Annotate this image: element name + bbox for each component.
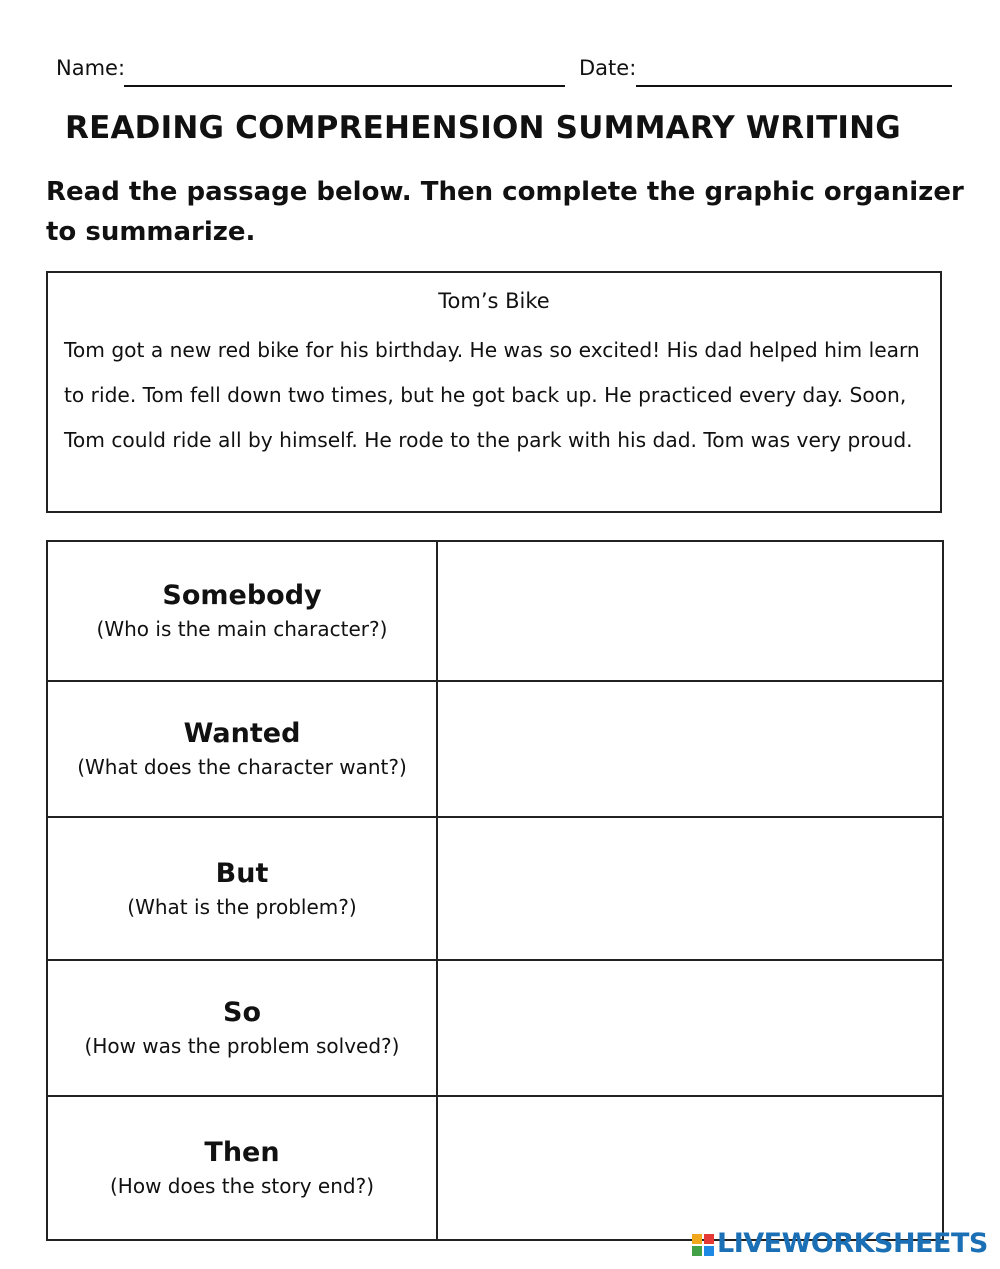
label-cell bbox=[47, 1096, 437, 1240]
category-label: Then bbox=[204, 1137, 280, 1168]
page-title: READING COMPREHENSION SUMMARY WRITING bbox=[65, 110, 901, 146]
category-question: (How does the story end?) bbox=[110, 1174, 374, 1198]
answer-cell-somebody[interactable] bbox=[437, 541, 943, 681]
organizer-row-wanted bbox=[47, 681, 943, 817]
category-label: Somebody bbox=[162, 580, 322, 611]
category-question: (What is the problem?) bbox=[127, 894, 357, 919]
answer-cell-so[interactable] bbox=[437, 960, 943, 1096]
answer-cell-but[interactable] bbox=[437, 817, 943, 960]
date-line[interactable] bbox=[636, 85, 952, 87]
instructions: Read the passage below. Then complete the graphic organizer to summarize. bbox=[46, 177, 964, 247]
label-cell bbox=[47, 817, 437, 960]
date-label: Date: bbox=[579, 56, 637, 80]
organizer-row-then bbox=[47, 1096, 943, 1240]
category-question: (Who is the main character?) bbox=[96, 617, 388, 641]
answer-cell-then[interactable] bbox=[437, 1096, 943, 1240]
organizer-row-so bbox=[47, 960, 943, 1096]
watermark-text: LIVEWORKSHEETS bbox=[717, 1228, 988, 1259]
organizer-row-but bbox=[47, 817, 943, 960]
organizer-row-somebody bbox=[47, 541, 943, 681]
category-label: Wanted bbox=[183, 718, 301, 749]
label-cell bbox=[47, 681, 437, 817]
label-cell bbox=[47, 541, 437, 681]
category-label: So bbox=[223, 997, 261, 1028]
liveworksheets-logo-icon bbox=[692, 1234, 714, 1256]
passage-title: Tom’s Bike bbox=[438, 289, 550, 313]
name-line[interactable] bbox=[124, 85, 565, 87]
graphic-organizer bbox=[46, 540, 944, 1241]
category-label: But bbox=[215, 857, 269, 889]
passage-text: Tom got a new red bike for his birthday. He was so excited! His dad helped him learn to ride. Tom fell down two times, but he got back up. He practiced every day. Soon, Tom could ride all by himself. He rode to the park with his dad. Tom was very proud. bbox=[64, 338, 920, 452]
liveworksheets-watermark[interactable] bbox=[692, 1226, 992, 1264]
label-cell bbox=[47, 960, 437, 1096]
passage-box bbox=[46, 271, 942, 513]
answer-cell-wanted[interactable] bbox=[437, 681, 943, 817]
category-question: (How was the problem solved?) bbox=[84, 1034, 400, 1058]
header-row bbox=[0, 52, 1000, 92]
category-question: (What does the character want?) bbox=[77, 755, 407, 779]
name-label: Name: bbox=[56, 56, 126, 80]
